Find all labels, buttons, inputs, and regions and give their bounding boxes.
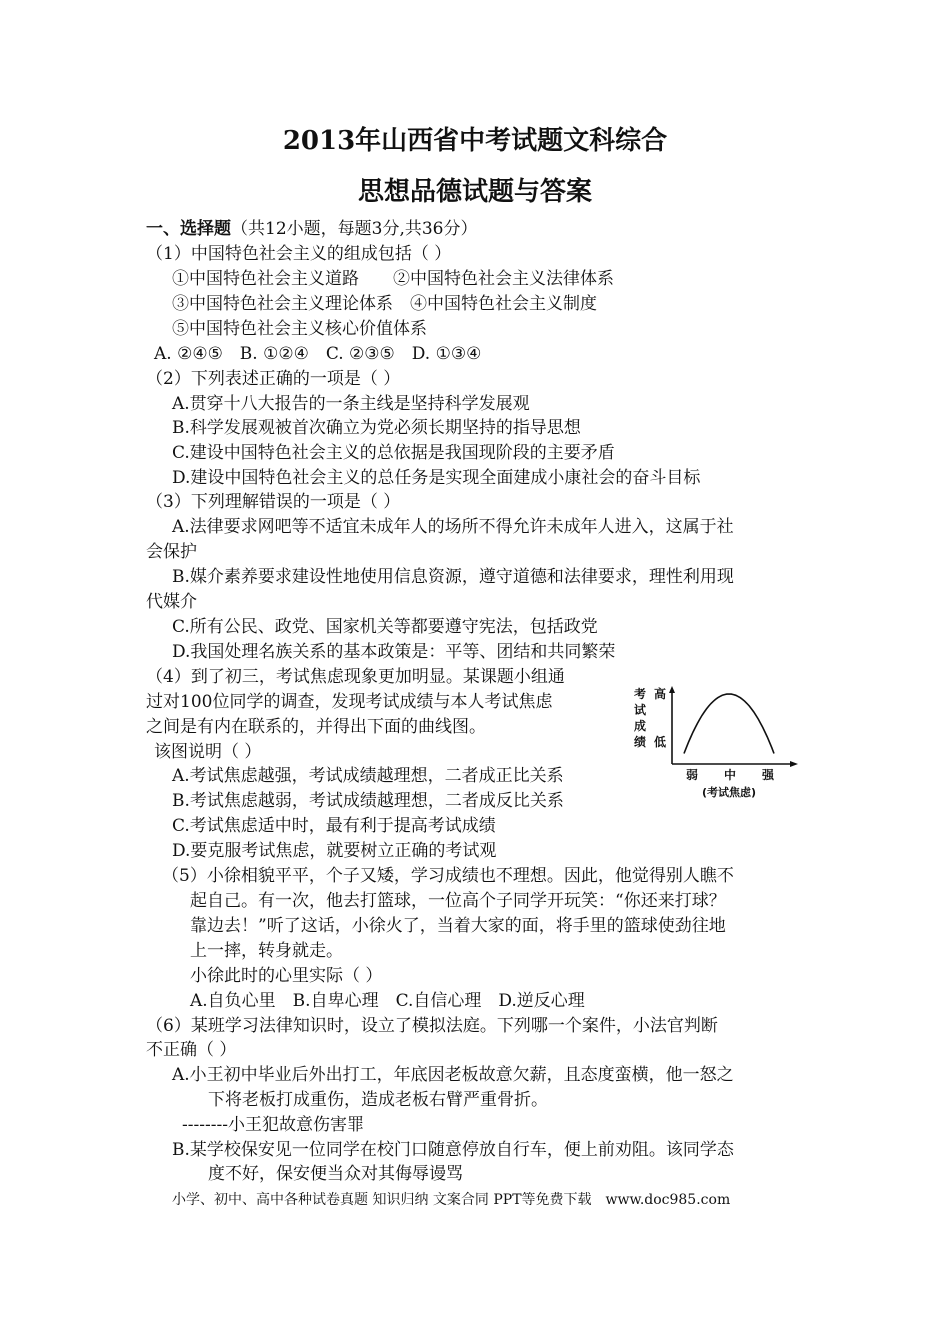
chart-xlabel: (考试焦虑) — [702, 786, 757, 799]
q6-option-b-line-2: 度不好，保安便当众对其侮辱谩骂 — [208, 1164, 463, 1184]
q3-option-a-line-1: A.法律要求网吧等不适宜未成年人的场所不得允许未成年人进入，这属于社 — [172, 517, 734, 537]
q2-option-b: B.科学发展观被首次确立为党必须长期坚持的指导思想 — [172, 418, 581, 438]
q5-stem-line-4: 上一摔，转身就走。 — [190, 941, 343, 961]
q6-stem-line-1: （6）某班学习法律知识时，设立了模拟法庭。下列哪一个案件，小法官判断 — [146, 1016, 718, 1036]
page-footer: 小学、初中、高中各种试卷真题 知识归纳 文案合同 PPT等免费下载 www.doc985.com — [172, 1192, 731, 1208]
section-note: （共12小题，每题3分,共36分） — [231, 219, 478, 239]
q2-option-a: A.贯穿十八大报告的一条主线是坚持科学发展观 — [172, 394, 530, 414]
q3-option-b-line-1: B.媒介素养要求建设性地使用信息资源，遵守道德和法律要求，理性利用现 — [172, 567, 734, 587]
q5-choices: A.自负心里 B.自卑心理 C.自信心理 D.逆反心理 — [190, 991, 585, 1011]
q6-option-a-verdict: --------小王犯故意伤害罪 — [182, 1115, 364, 1135]
chart-series-curve — [684, 694, 774, 754]
title-line-1: 2013年山西省中考试题文科综合 — [282, 126, 668, 156]
q5-ask: 小徐此时的心里实际（ ） — [190, 966, 383, 986]
q2-option-d: D.建设中国特色社会主义的总任务是实现全面建成小康社会的奋斗目标 — [172, 468, 701, 488]
q6-option-b-line-1: B.某学校保安见一位同学在校门口随意停放自行车，便上前劝阻。该同学态 — [172, 1140, 734, 1160]
chart-xtick-mid: 中 — [724, 768, 737, 782]
q1-options-line-3: ⑤中国特色社会主义核心价值体系 — [172, 319, 427, 339]
q2-stem: （2）下列表述正确的一项是（ ） — [146, 369, 401, 389]
q4-option-c: C.考试焦虑适中时，最有利于提高考试成绩 — [172, 816, 496, 836]
q4-option-b: B.考试焦虑越弱，考试成绩越理想，二者成反比关系 — [172, 791, 564, 811]
q5-stem-line-1: （5）小徐相貌平平，个子又矮，学习成绩也不理想。因此，他觉得别人瞧不 — [162, 866, 734, 886]
q3-stem: （3）下列理解错误的一项是（ ） — [146, 492, 401, 512]
q3-option-b-line-2: 代媒介 — [146, 592, 197, 612]
q1-options-line-2: ③中国特色社会主义理论体系 ④中国特色社会主义制度 — [172, 294, 597, 314]
chart-ylabel-char: 绩 — [634, 735, 647, 749]
q1-options-line-1: ①中国特色社会主义道路 ②中国特色社会主义法律体系 — [172, 269, 614, 289]
q3-option-c: C.所有公民、政党、国家机关等都要遵守宪法，包括政党 — [172, 617, 598, 637]
q4-option-d: D.要克服考试焦虑，就要树立正确的考试观 — [172, 841, 497, 861]
q4-stem-line-3: 之间是有内在联系的，并得出下面的曲线图。 — [146, 717, 486, 737]
q2-option-c: C.建设中国特色社会主义的总依据是我国现阶段的主要矛盾 — [172, 443, 615, 463]
q3-option-a-line-2: 会保护 — [146, 542, 197, 562]
section-heading — [146, 217, 477, 241]
anxiety-score-chart — [624, 686, 804, 804]
chart-y-axis-arrow — [669, 686, 675, 693]
q6-option-a-line-2: 下将老板打成重伤，造成老板右臂严重骨折。 — [208, 1090, 548, 1110]
chart-ytick-high: 高 — [654, 687, 667, 701]
q4-ask: 该图说明（ ） — [154, 742, 262, 762]
q4-stem-line-2: 过对100位同学的调查，发现考试成绩与本人考试焦虑 — [146, 692, 553, 712]
chart-ylabel-char: 试 — [634, 703, 647, 717]
chart-xtick-weak: 弱 — [686, 768, 699, 782]
chart-xtick-strong: 强 — [762, 768, 775, 782]
title-line-2: 思想品德试题与答案 — [357, 177, 592, 207]
q5-stem-line-2: 起自己。有一次，他去打篮球，一位高个子同学开玩笑：“你还来打球？ — [190, 891, 726, 911]
q4-stem-line-1: （4）到了初三，考试焦虑现象更加明显。某课题小组通 — [146, 667, 565, 687]
section-label: 一、选择题 — [146, 219, 231, 239]
chart-ylabel-char: 考 — [634, 687, 647, 701]
q3-option-d: D.我国处理名族关系的基本政策是：平等、团结和共同繁荣 — [172, 642, 616, 662]
chart-x-axis-arrow — [790, 761, 798, 767]
q6-option-a-line-1: A.小王初中毕业后外出打工，年底因老板故意欠薪，且态度蛮横，他一怒之 — [172, 1065, 734, 1085]
q1-stem: （1）中国特色社会主义的组成包括（ ） — [146, 244, 452, 264]
chart-ytick-low: 低 — [654, 735, 667, 749]
q5-stem-line-3: 靠边去！”听了这话，小徐火了，当着大家的面，将手里的篮球使劲往地 — [190, 916, 726, 936]
q1-choices: A. ②④⑤ B. ①②④ C. ②③⑤ D. ①③④ — [154, 344, 482, 364]
q6-stem-line-2: 不正确（ ） — [146, 1040, 237, 1060]
chart-ylabel-char: 成 — [634, 719, 647, 733]
q4-option-a: A.考试焦虑越强，考试成绩越理想，二者成正比关系 — [172, 766, 564, 786]
